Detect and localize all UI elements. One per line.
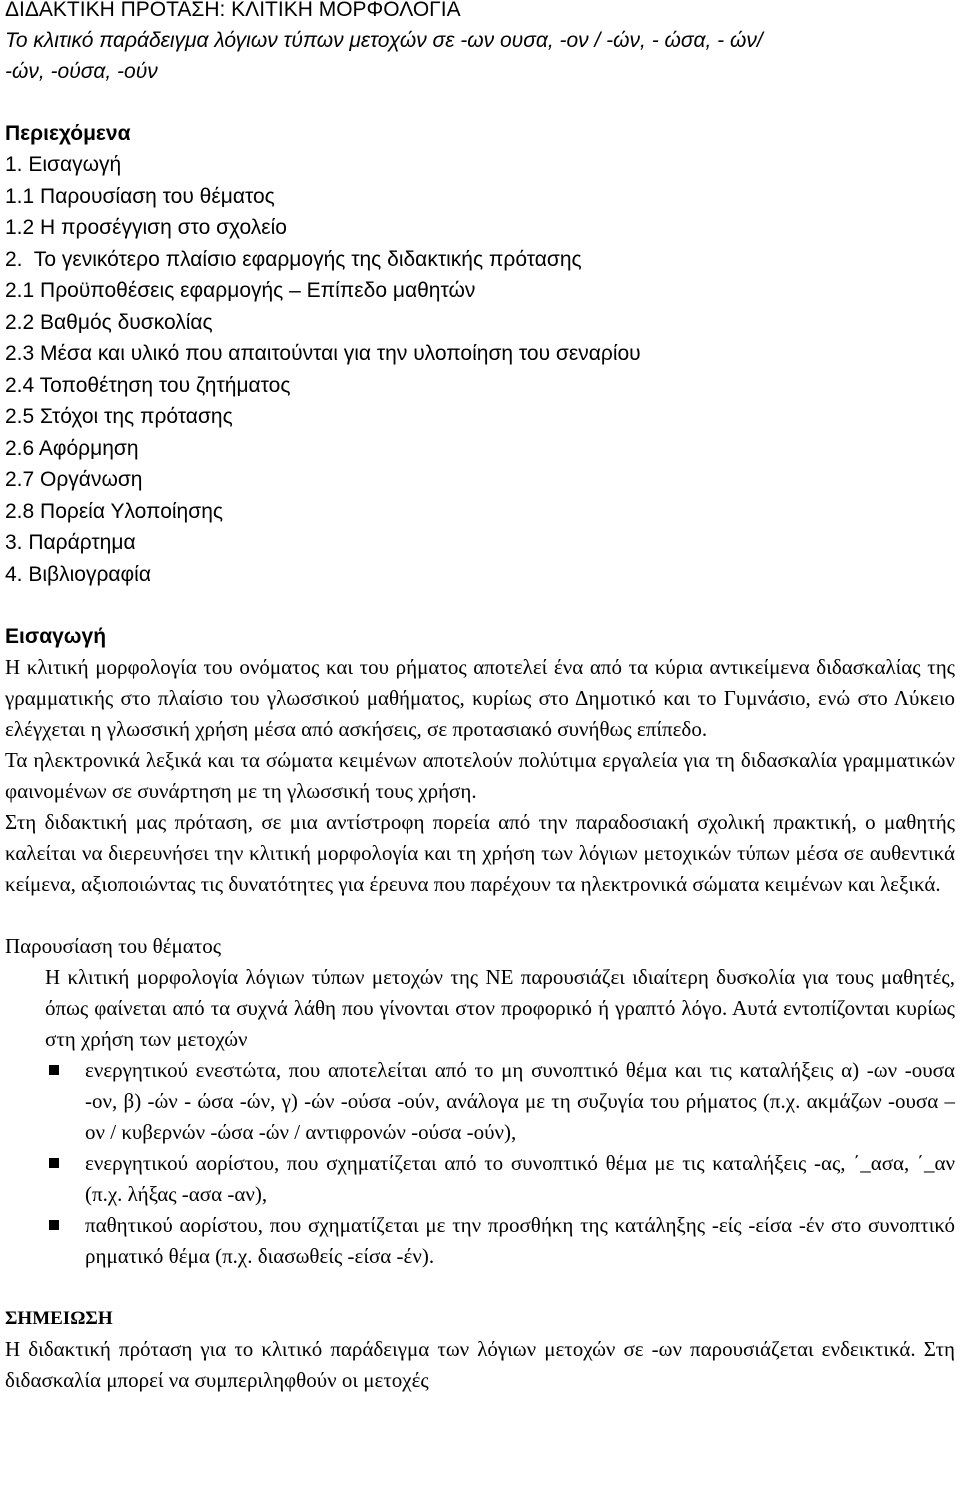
toc-item[interactable]: 1.1 Παρουσίαση του θέματος (5, 184, 275, 208)
list-item-text: παθητικού αορίστου, που σχηματίζεται με την προσθήκη της κατάληξης -είς -είσα -έν στο συνοπτικό ρηματικό θέμα (π.χ. διασωθείς -είσα -έν). (85, 1213, 955, 1268)
toc-item[interactable]: 4. Βιβλιογραφία (5, 562, 151, 586)
square-bullet-icon (49, 1220, 59, 1230)
toc-item[interactable]: 2.8 Πορεία Υλοποίησης (5, 499, 223, 523)
presentation-paragraph: Η κλιτική μορφολογία λόγιων τύπων μετοχών της ΝΕ παρουσιάζει ιδιαίτερη δυσκολία για τους μαθητές, όπως φαίνεται από τα συχνά λάθη που γίνονται στον προφορικό ή γραπτό λόγο. Αυτά εντοπίζονται κυρίως στη χρήση των μετοχών (45, 965, 955, 1051)
note-paragraph: Η διδακτική πρόταση για το κλιτικό παράδειγμα των λόγιων μετοχών σε -ων παρουσιάζεται ενδεικτικά. Στη διδασκαλία μπορεί να συμπεριληφθούν οι μετοχές (5, 1337, 955, 1392)
toc-item[interactable]: 2.5 Στόχοι της πρότασης (5, 405, 233, 428)
toc-item[interactable]: 2.6 Αφόρμηση (5, 436, 139, 460)
document-subtitle-continued: -ών, -ούσα, -ούν (5, 60, 158, 83)
presentation-heading: Παρουσίαση του θέματος (5, 934, 222, 958)
document-subtitle: Το κλιτικό παράδειγμα λόγιων τύπων μετοχών σε -ων ουσα, -ον / -ών, - ώσα, - ών/ (5, 29, 763, 52)
toc-item[interactable]: 1. Εισαγωγή (5, 153, 122, 176)
toc-heading: Περιεχόμενα (5, 122, 131, 145)
intro-paragraph: Τα ηλεκτρονικά λεξικά και τα σώματα κειμένων αποτελούν πολύτιμα εργαλεία για τη διδασκαλία γραμματικών φαινομένων σε συνάρτηση με τη γλωσσική τους χρήση. (5, 748, 955, 803)
toc-item[interactable]: 3. Παράρτημα (5, 531, 136, 554)
list-item (5, 1055, 955, 1148)
toc-item[interactable]: 2. Το γενικότερο πλαίσιο εφαρμογής της διδακτικής πρότασης (5, 247, 582, 271)
square-bullet-icon (49, 1158, 59, 1168)
list-item-text: ενεργητικού ενεστώτα, που αποτελείται από το μη συνοπτικό θέμα και τις καταλήξεις α) -ων -ουσα -ον, β) -ών - ώσα -ών, γ) -ών -ούσα -ούν, ανάλογα με τη συζυγία του ρήματος (π.χ. ακμάζων -ουσα –ον / κυβερνών -ώσα -ών / αντιφρονών -ούσα -ούν), (85, 1058, 955, 1144)
toc-item[interactable]: 2.4 Τοποθέτηση του ζητήματος (5, 373, 291, 397)
list-item-text: ενεργητικού αορίστου, που σχηματίζεται από το συνοπτικό θέμα με τις καταλήξεις -ας, ΄_ασα, ΄_αν (π.χ. λήξας -ασα -αν), (85, 1151, 955, 1206)
document-title: ΔΙΔΑΚΤΙΚΗ ΠΡΟΤΑΣΗ: ΚΛΙΤΙΚΗ ΜΟΡΦΟΛΟΓΙΑ (5, 0, 461, 21)
document-page (5, 0, 955, 1396)
participle-list (5, 1055, 955, 1272)
intro-paragraph: Στη διδακτική μας πρόταση, σε μια αντίστροφη πορεία από την παραδοσιακή σχολική πρακτική, ο μαθητής καλείται να διερευνήσει την κλιτική μορφολογία και τη χρήση των λόγιων μετοχικών τύπων μέσα σε αυθεντικά κείμενα, αξιοποιώντας τις δυνατότητες για έρευνα που παρέχουν τα ηλεκτρονικά σώματα κειμένων και λεξικά. (5, 810, 955, 896)
toc-item[interactable]: 2.1 Προϋποθέσεις εφαρμογής – Επίπεδο μαθητών (5, 279, 476, 302)
list-item (5, 1148, 955, 1210)
toc-item[interactable]: 2.3 Μέσα και υλικό που απαιτούνται για την υλοποίηση του σεναρίου (5, 342, 641, 365)
table-of-contents (5, 149, 955, 590)
toc-item[interactable]: 2.7 Οργάνωση (5, 468, 143, 491)
intro-paragraph: Η κλιτική μορφολογία του ονόματος και του ρήματος αποτελεί ένα από τα κύρια αντικείμενα διδασκαλίας της γραμματικής στο πλαίσιο του γλωσσικού μαθήματος, κυρίως στο Δημοτικό και το Γυμνάσιο, ενώ στο Λύκειο ελέγχεται η γλωσσική χρήση μέσα από ασκήσεις, σε προτασιακό συνήθως επίπεδο. (5, 655, 955, 741)
list-item (5, 1210, 955, 1272)
toc-item[interactable]: 2.2 Βαθμός δυσκολίας (5, 310, 213, 334)
note-heading: ΣΗΜΕΙΩΣΗ (5, 1308, 113, 1329)
intro-heading: Εισαγωγή (5, 625, 107, 648)
square-bullet-icon (49, 1065, 59, 1075)
toc-item[interactable]: 1.2 Η προσέγγιση στο σχολείο (5, 216, 287, 239)
